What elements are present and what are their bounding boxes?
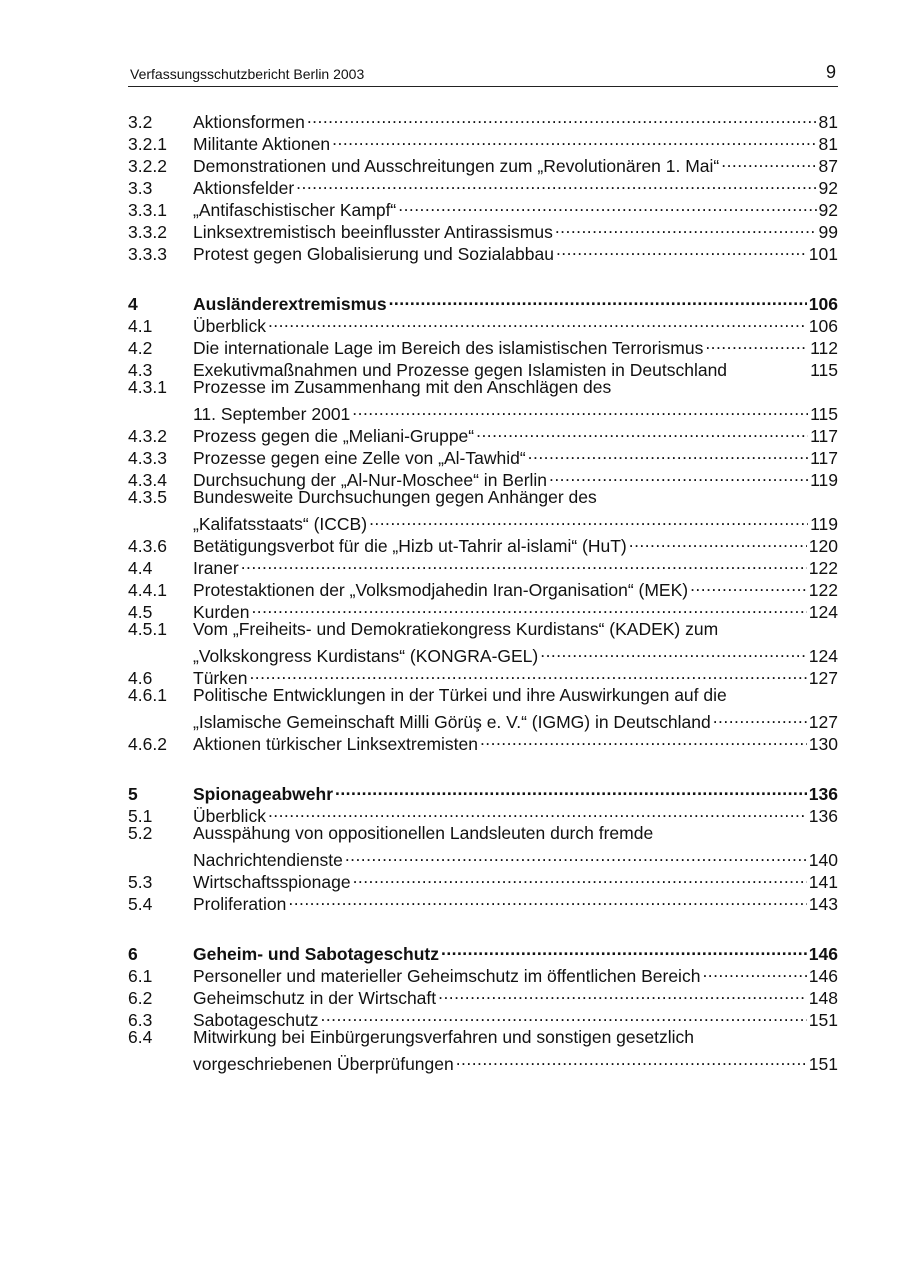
toc-entry-title: Überblick [193, 316, 266, 336]
toc-entry-title: Die internationale Lage im Bereich des islamistischen Terrorismus [193, 338, 704, 358]
page-number: 9 [825, 62, 836, 82]
dot-leader [268, 800, 807, 822]
toc-entry-number: 4.3.4 [128, 470, 167, 490]
dot-leader [540, 640, 807, 662]
toc-entry-page: 151 [808, 1054, 838, 1074]
toc-entry-page: 122 [808, 580, 838, 600]
toc-entry-title: Vom „Freiheits- und Demokratiekongress Kurdistans“ (KADEK) zum [193, 619, 719, 639]
toc-entry[interactable] [128, 706, 838, 732]
toc-entry-page: 130 [808, 734, 838, 754]
dot-leader [398, 194, 816, 216]
toc-entry-title: Proliferation [193, 894, 287, 914]
toc-entry-page: 124 [808, 646, 838, 666]
toc-entry-page: 115 [810, 360, 838, 380]
dot-leader [629, 530, 807, 552]
toc-entry-title: Demonstrationen und Ausschreitungen zum „Revolutionären 1. Mai“ [193, 156, 720, 176]
toc-entry-title: „Volkskongress Kurdistans“ (KONGRA-GEL) [193, 646, 539, 666]
toc-entry-page: 119 [810, 470, 838, 490]
toc-entry-page: 148 [808, 988, 838, 1008]
toc-entry-title: Kurden [193, 602, 250, 622]
toc-entry-number: 4.6.2 [128, 734, 167, 754]
toc-entry-number: 4.6.1 [128, 685, 167, 705]
toc-entry-title: Sabotageschutz [193, 1010, 319, 1030]
toc-entry-page: 141 [808, 872, 838, 892]
dot-leader [555, 216, 817, 238]
toc-chapter-entry[interactable] [128, 938, 838, 964]
toc-entry-title: Aktionsfelder [193, 178, 295, 198]
toc-entry[interactable] [128, 376, 838, 398]
toc-entry-number: 6.1 [128, 966, 153, 986]
toc-entry-number: 4.4 [128, 558, 153, 578]
toc-entry-number: 5.2 [128, 823, 153, 843]
toc-entry-title: Prozess gegen die „Meliani-Gruppe“ [193, 426, 475, 446]
toc-entry[interactable] [128, 822, 838, 844]
toc-chapter-entry[interactable] [128, 288, 838, 314]
toc-entry-page: 101 [808, 244, 838, 264]
toc-entry-title: Nachrichtendienste [193, 850, 343, 870]
dot-leader [268, 310, 807, 332]
toc-entry-title: 11. September 2001 [193, 404, 351, 424]
dot-leader [345, 844, 807, 866]
toc-entry-title: Überblick [193, 806, 266, 826]
toc-entry-page: 143 [808, 894, 838, 914]
toc-entry-title: Geheim- und Sabotageschutz [193, 944, 439, 964]
toc-entry[interactable] [128, 1026, 838, 1048]
toc-entry-title: „Kalifatsstaats“ (ICCB) [193, 514, 368, 534]
toc-entry-page: 127 [808, 668, 838, 688]
dot-leader [288, 888, 806, 910]
toc-entry-title: Ausländerextremismus [193, 294, 387, 314]
toc-entry-number: 4.5.1 [128, 619, 167, 639]
toc-entry-title: Türken [193, 668, 248, 688]
toc-entry-page: 87 [818, 156, 838, 176]
dot-leader [251, 596, 806, 618]
toc-entry-number: 4.5 [128, 602, 153, 622]
toc-entry-number: 4.3.2 [128, 426, 167, 446]
toc-entry-title: Geheimschutz in der Wirtschaft [193, 988, 437, 1008]
toc-entry-number: 4.1 [128, 316, 153, 336]
toc-entry-page: 117 [810, 448, 838, 468]
toc-entry-page: 151 [808, 1010, 838, 1030]
dot-leader [332, 128, 816, 150]
toc-entry-number: 3.3.1 [128, 200, 167, 220]
toc-entry-number: 4.3 [128, 360, 153, 380]
toc-entry-title: Iraner [193, 558, 239, 578]
toc-entry-page: 136 [808, 784, 838, 804]
toc-entry-page: 115 [810, 404, 838, 424]
toc-entry-number: 3.3.3 [128, 244, 167, 264]
dot-leader [369, 508, 808, 530]
toc-entry-page: 146 [808, 944, 838, 964]
toc-entry[interactable] [128, 398, 838, 424]
running-title: Verfassungsschutzbericht Berlin 2003 [130, 66, 365, 82]
toc-entry[interactable] [128, 486, 838, 508]
toc-entry-number: 4 [128, 294, 138, 314]
toc-entry-page: 140 [808, 850, 838, 870]
toc-entry-title: Ausspähung von oppositionellen Landsleuten durch fremde [193, 823, 654, 843]
toc-entry-title: Durchsuchung der „Al-Nur-Moschee“ in Berlin [193, 470, 548, 490]
table-of-contents [128, 106, 838, 1074]
dot-leader [528, 442, 808, 464]
toc-entry-page: 81 [818, 112, 838, 132]
toc-entry-page: 127 [808, 712, 838, 732]
toc-entry-number: 4.4.1 [128, 580, 167, 600]
dot-leader [476, 420, 808, 442]
toc-entry-title: Prozesse im Zusammenhang mit den Anschlägen des [193, 377, 612, 397]
toc-entry-number: 5.4 [128, 894, 153, 914]
toc-entry-page: 112 [810, 338, 838, 358]
dot-leader [441, 938, 807, 960]
dot-leader [713, 706, 807, 728]
toc-entry-number: 6.3 [128, 1010, 153, 1030]
toc-entry-title: „Islamische Gemeinschaft Milli Görüş e. V.“ (IGMG) in Deutschland [193, 712, 711, 732]
toc-entry-number: 5.1 [128, 806, 153, 826]
toc-entry-title: Politische Entwicklungen in der Türkei und ihre Auswirkungen auf die [193, 685, 727, 705]
toc-entry-page: 106 [808, 294, 838, 314]
toc-entry-number: 4.6 [128, 668, 153, 688]
toc-entry-page: 120 [808, 536, 838, 556]
dot-leader [690, 574, 807, 596]
toc-entry-title: Aktionsformen [193, 112, 305, 132]
toc-chapter-entry[interactable] [128, 778, 838, 804]
toc-entry-title: Aktionen türkischer Linksextremisten [193, 734, 478, 754]
dot-leader [721, 150, 816, 172]
toc-entry-page: 136 [808, 806, 838, 826]
toc-entry-title: Betätigungsverbot für die „Hizb ut-Tahrir al-islami“ (HuT) [193, 536, 627, 556]
dot-leader [321, 1004, 807, 1026]
toc-entry-number: 4.3.6 [128, 536, 167, 556]
toc-entry-page: 124 [808, 602, 838, 622]
toc-entry[interactable] [128, 640, 838, 666]
toc-entry-title: Spionageabwehr [193, 784, 334, 804]
toc-entry-title: Prozesse gegen eine Zelle von „Al-Tawhid“ [193, 448, 526, 468]
dot-leader [241, 552, 807, 574]
dot-leader [307, 106, 817, 128]
toc-entry-title: Exekutivmaßnahmen und Prozesse gegen Islamisten in Deutschland [193, 360, 728, 380]
dot-leader [549, 464, 808, 486]
toc-entry-title: Mitwirkung bei Einbürgerungsverfahren und sonstigen gesetzlich [193, 1027, 694, 1047]
toc-entry-page: 99 [818, 222, 838, 242]
toc-entry-number: 3.3 [128, 178, 153, 198]
toc-entry-number: 6.2 [128, 988, 153, 1008]
toc-entry-title: Protestaktionen der „Volksmodjahedin Iran-Organisation“ (MEK) [193, 580, 689, 600]
toc-entry-number: 3.2.2 [128, 156, 167, 176]
toc-entry-page: 92 [818, 200, 838, 220]
toc-entry-page: 81 [818, 134, 838, 154]
dot-leader [438, 982, 807, 1004]
dot-leader [705, 332, 808, 354]
toc-entry-title: „Antifaschistischer Kampf“ [193, 200, 397, 220]
toc-entry[interactable] [128, 106, 838, 132]
toc-entry-number: 4.2 [128, 338, 153, 358]
dot-leader [249, 662, 806, 684]
dot-leader [389, 288, 807, 310]
toc-entry-title: Personeller und materieller Geheimschutz im öffentlichen Bereich [193, 966, 701, 986]
toc-entry-number: 6 [128, 944, 138, 964]
toc-entry-number: 6.4 [128, 1027, 153, 1047]
toc-entry-title: Protest gegen Globalisierung und Sozialabbau [193, 244, 554, 264]
toc-entry-title: Bundesweite Durchsuchungen gegen Anhänger des [193, 487, 597, 507]
toc-entry-number: 3.3.2 [128, 222, 167, 242]
page-header [128, 62, 838, 87]
toc-entry[interactable] [128, 684, 838, 706]
toc-entry-number: 5 [128, 784, 138, 804]
toc-entry-page: 146 [808, 966, 838, 986]
dot-leader [556, 238, 807, 260]
toc-entry-title: Wirtschaftsspionage [193, 872, 351, 892]
dot-leader [296, 172, 816, 194]
toc-entry-page: 117 [810, 426, 838, 446]
dot-leader [353, 866, 807, 888]
toc-entry-page: 106 [808, 316, 838, 336]
toc-entry-number: 4.3.3 [128, 448, 167, 468]
dot-leader [456, 1048, 807, 1070]
toc-entry-page: 119 [810, 514, 838, 534]
toc-entry[interactable] [128, 844, 838, 870]
dot-leader [352, 398, 808, 420]
toc-entry-number: 5.3 [128, 872, 153, 892]
toc-entry[interactable] [128, 508, 838, 534]
toc-entry-number: 3.2.1 [128, 134, 167, 154]
toc-entry-page: 92 [818, 178, 838, 198]
toc-entry-number: 4.3.1 [128, 377, 167, 397]
toc-entry-number: 3.2 [128, 112, 153, 132]
toc-entry-title: Militante Aktionen [193, 134, 331, 154]
dot-leader [702, 960, 806, 982]
dot-leader [335, 778, 807, 800]
toc-entry-title: Linksextremistisch beeinflusster Antirassismus [193, 222, 553, 242]
dot-leader [480, 728, 807, 750]
toc-entry[interactable] [128, 618, 838, 640]
toc-entry-number: 4.3.5 [128, 487, 167, 507]
toc-entry-title: vorgeschriebenen Überprüfungen [193, 1054, 454, 1074]
toc-entry[interactable] [128, 1048, 838, 1074]
toc-entry-page: 122 [808, 558, 838, 578]
